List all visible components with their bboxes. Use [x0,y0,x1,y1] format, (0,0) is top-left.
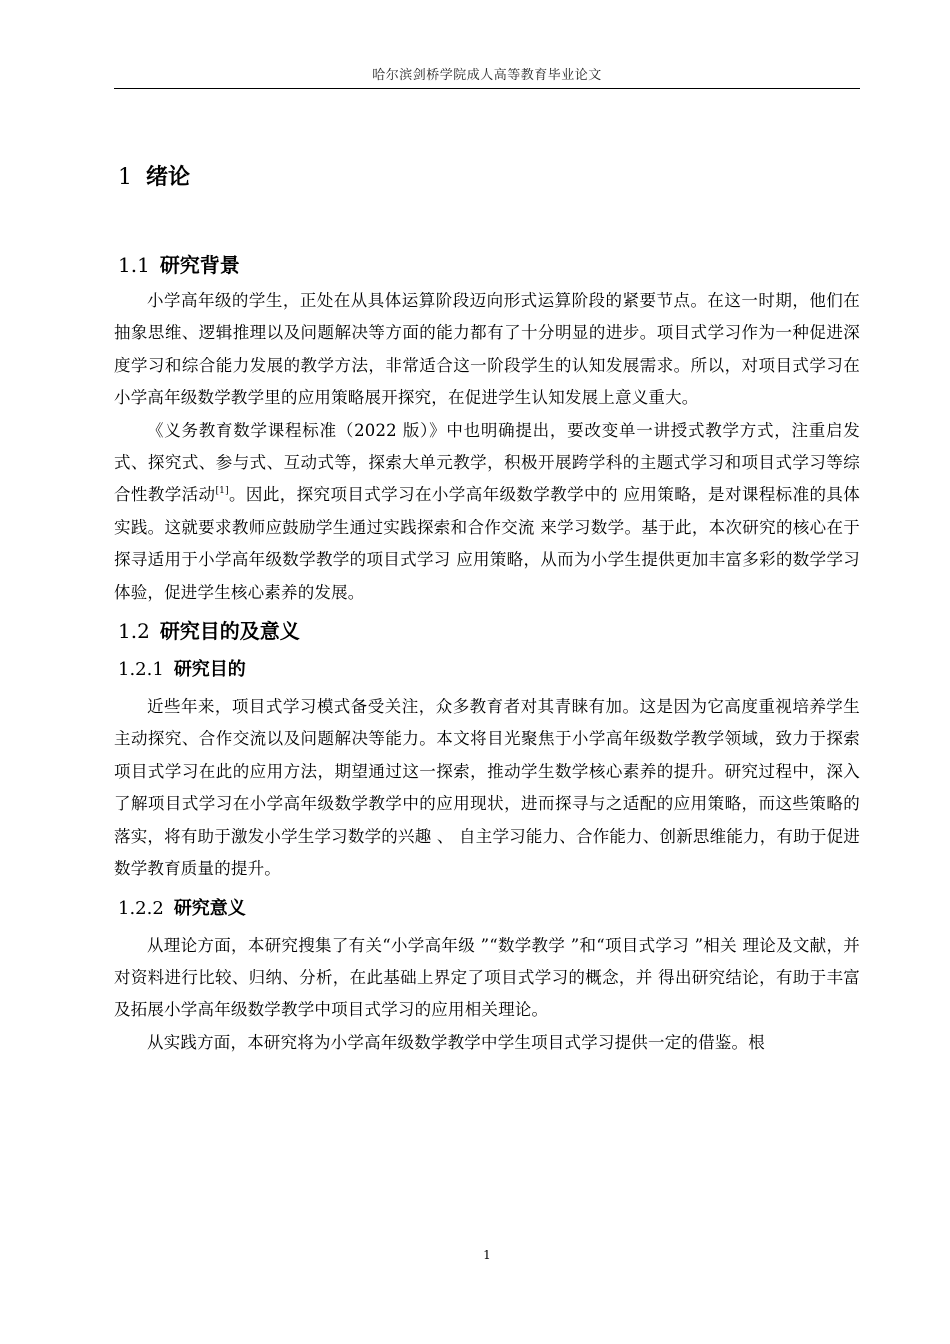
paragraph-text: 《义务教育数学课程标准（2022 版）》中也明确提出，要改变单一讲授式教学方式，注重启发式、探究式、参与式、互动式等，探索大单元教学，积极开展跨学科的主题式学习和项目式学习等综合性教学活动 [114,420,860,505]
chapter-heading [118,155,860,201]
paragraph-purpose: 近些年来，项目式学习模式备受关注，众多教育者对其青睐有加。这是因为它高度重视培养学生主动探究、合作交流以及问题解决等能力。本文将目光聚焦于小学高年级数学教学领域，致力于探索项目式学习在此的应用方法，期望通过这一探索，推动学生数学核心素养的提升。研究过程中，深入了解项目式学习在小学高年级数学教学中的应用现状，进而探寻与之适配的应用策略，而这些策略的落实，将有助于激发小学生学习数学的兴趣 、 自主学习能力、合作能力、创新思维能力，有助于促进数学教育质量的提升。 [114,697,860,879]
subsection-heading-1-2-2 [118,894,860,924]
section-number: 1.2 [118,619,150,644]
subsection-title: 研究意义 [173,897,246,919]
section-title: 研究背景 [159,253,240,277]
section-heading-1-1 [118,249,860,281]
paragraph-significance-practice: 从实践方面，本研究将为小学高年级数学教学中学生项目式学习提供一定的借鉴。根 [147,1032,765,1052]
section-heading-1-2 [118,615,860,647]
page-number: 1 [483,1248,491,1262]
section-title: 研究目的及意义 [159,619,300,644]
chapter-number: 1 [118,165,132,190]
paragraph-significance-theory: 从理论方面，本研究搜集了有关“小学高年级 ”“数学教学 ”和“项目式学习 ”相关 理论及文献，并对资料进行比较、归纳、分析，在此基础上界定了项目式学习的概念，并 得出研究结论，有助于丰富及拓展小学高年级数学教学中项目式学习的应用相关理论。 [114,935,860,1020]
paragraph-background-2 [114,415,860,609]
subsection-heading-1-2-1 [118,655,860,685]
paragraph-text: 。因此，探究项目式学习在小学高年级数学教学中的 应用策略，是对课程标准的具体实践。这就要求教师应鼓励学生通过实践探索和合作交流 来学习数学。基于此，本次研究的核心在于探寻适用于小学高年级数学教学的项目式学习 应用策略，从而为小学生提供更加丰富多彩的数学学习体验，促进学生核心素养的发展。 [114,485,860,602]
paragraph-background-1: 小学高年级的学生，正处在从具体运算阶段迈向形式运算阶段的紧要节点。在这一时期，他们在抽象思维、逻辑推理以及问题解决等方面的能力都有了十分明显的进步。项目式学习作为一种促进深度学习和综合能力发展的教学方法，非常适合这一阶段学生的认知发展需求。所以，对项目式学习在小学高年级数学教学里的应用策略展开探究，在促进学生认知发展上意义重大。 [114,291,860,408]
running-header: 哈尔滨剑桥学院成人高等教育毕业论文 [372,68,602,83]
citation-reference: [1] [215,486,229,497]
subsection-title: 研究目的 [173,659,246,681]
subsection-number: 1.2.2 [118,897,164,919]
header-rule [114,88,860,89]
document-body [114,155,860,1059]
section-number: 1.1 [118,253,150,277]
chapter-title: 绪论 [146,165,191,190]
subsection-number: 1.2.1 [118,659,164,681]
